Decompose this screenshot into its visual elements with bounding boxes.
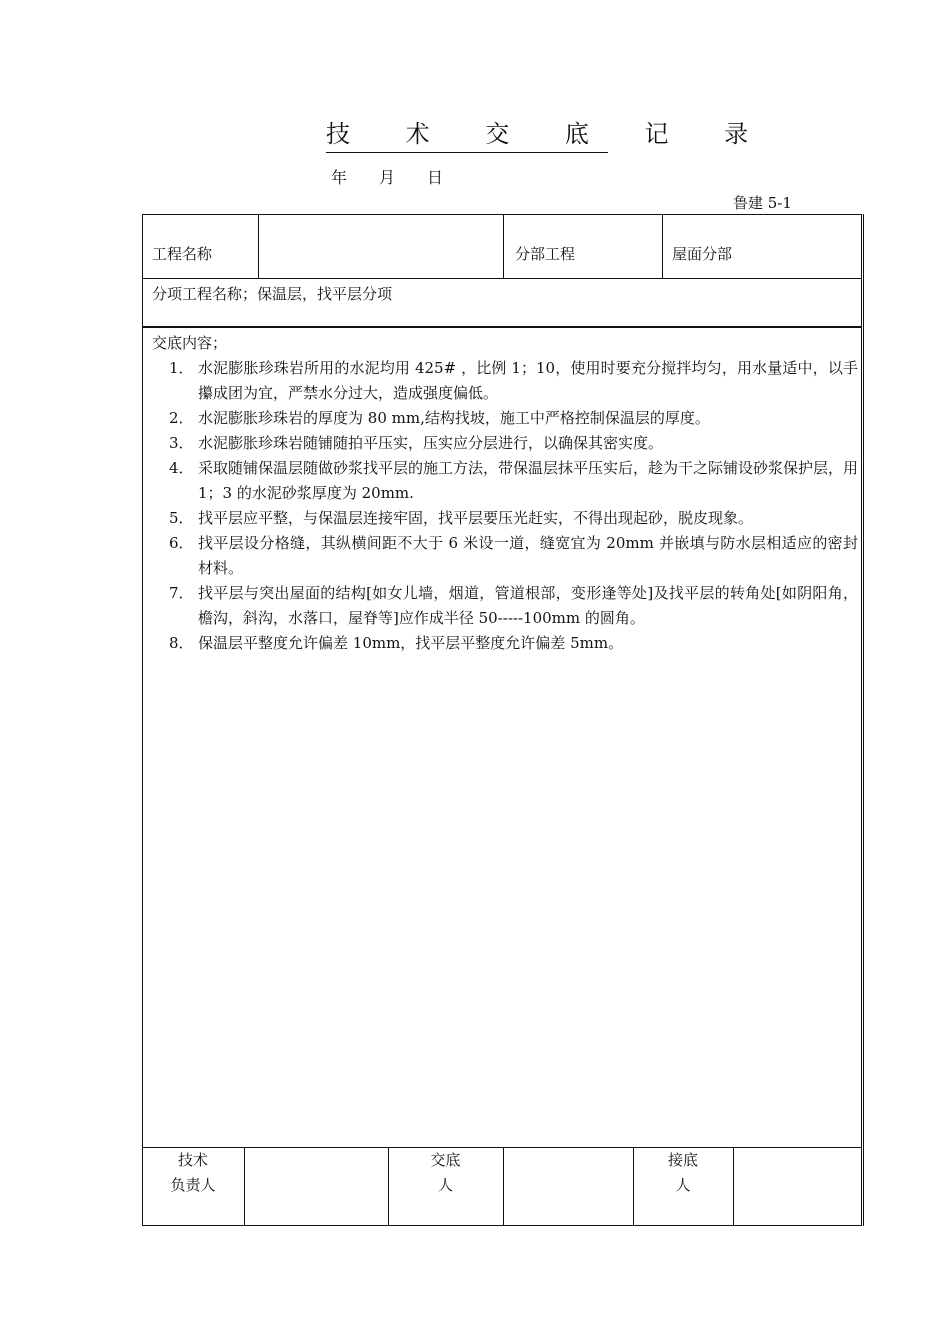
list-item: 4． 采取随铺保温层随做砂浆找平层的施工方法，带保温层抹平压实后，趁为干之际铺设砂浆保护层，用 1；3 的水泥砂浆厚度为 20mm. bbox=[169, 459, 859, 502]
divider bbox=[142, 326, 862, 328]
divider bbox=[733, 1147, 734, 1226]
project-name-label: 工程名称 bbox=[152, 245, 213, 263]
day-label: 日 bbox=[427, 168, 444, 187]
list-item: 6． 找平层设分格缝，其纵横间距不大于 6 米设一道，缝宽宜为 20mm 并嵌填与防水层相适应的密封材料。 bbox=[169, 534, 858, 577]
divider bbox=[244, 1147, 245, 1226]
divider bbox=[258, 214, 259, 278]
list-item: 7． 找平层与突出屋面的结构[如女儿墙，烟道，管道根部，变形逢等处]及找平层的转角处[如阴阳角，檐沟，斜沟，水落口，屋脊等]应作成半径 50-----100mm 的圆角。 bbox=[169, 584, 858, 627]
content-section bbox=[152, 331, 858, 656]
list-item: 1． 水泥膨胀珍珠岩所用的水泥均用 425# ，比例 1；10，使用时要充分搅拌均匀，用水量适中，以手攥成团为宜，严禁水分过大，造成强度偏低。 bbox=[169, 359, 858, 402]
receiver-label: 接底 人 bbox=[667, 1151, 698, 1194]
divider bbox=[142, 278, 862, 279]
date-line bbox=[331, 168, 443, 188]
content-heading: 交底内容； bbox=[152, 334, 228, 352]
divider bbox=[503, 214, 504, 278]
month-label: 月 bbox=[379, 168, 396, 187]
list-item: 8． 保温层平整度允许偏差 10mm，找平层平整度允许偏差 5mm。 bbox=[169, 634, 624, 652]
division-value[interactable]: 屋面分部 bbox=[672, 245, 733, 263]
list-item: 3． 水泥膨胀珍珠岩随铺随拍平压实，压实应分层进行，以确保其密实度。 bbox=[169, 434, 664, 452]
title-underline bbox=[326, 152, 608, 153]
content-list bbox=[152, 356, 858, 656]
form-code: 鲁建 5-1 bbox=[733, 194, 792, 212]
year-label: 年 bbox=[331, 168, 348, 187]
division-label: 分部工程 bbox=[515, 245, 576, 263]
list-item: 5． 找平层应平整，与保温层连接牢固，找平层要压光赶实，不得出现起砂，脱皮现象。 bbox=[169, 509, 754, 527]
divider bbox=[503, 1147, 504, 1226]
document-title: 技 术 交 底 记 录 bbox=[326, 120, 773, 148]
tech-lead-label: 技术 负责人 bbox=[170, 1151, 216, 1194]
list-item: 2． 水泥膨胀珍珠岩的厚度为 80 mm,结构找坡，施工中严格控制保温层的厚度。 bbox=[169, 409, 710, 427]
subitem-name[interactable]: 分项工程名称；保温层，找平层分项 bbox=[152, 285, 393, 303]
handover-label: 交底 人 bbox=[430, 1151, 461, 1194]
divider bbox=[662, 214, 663, 278]
